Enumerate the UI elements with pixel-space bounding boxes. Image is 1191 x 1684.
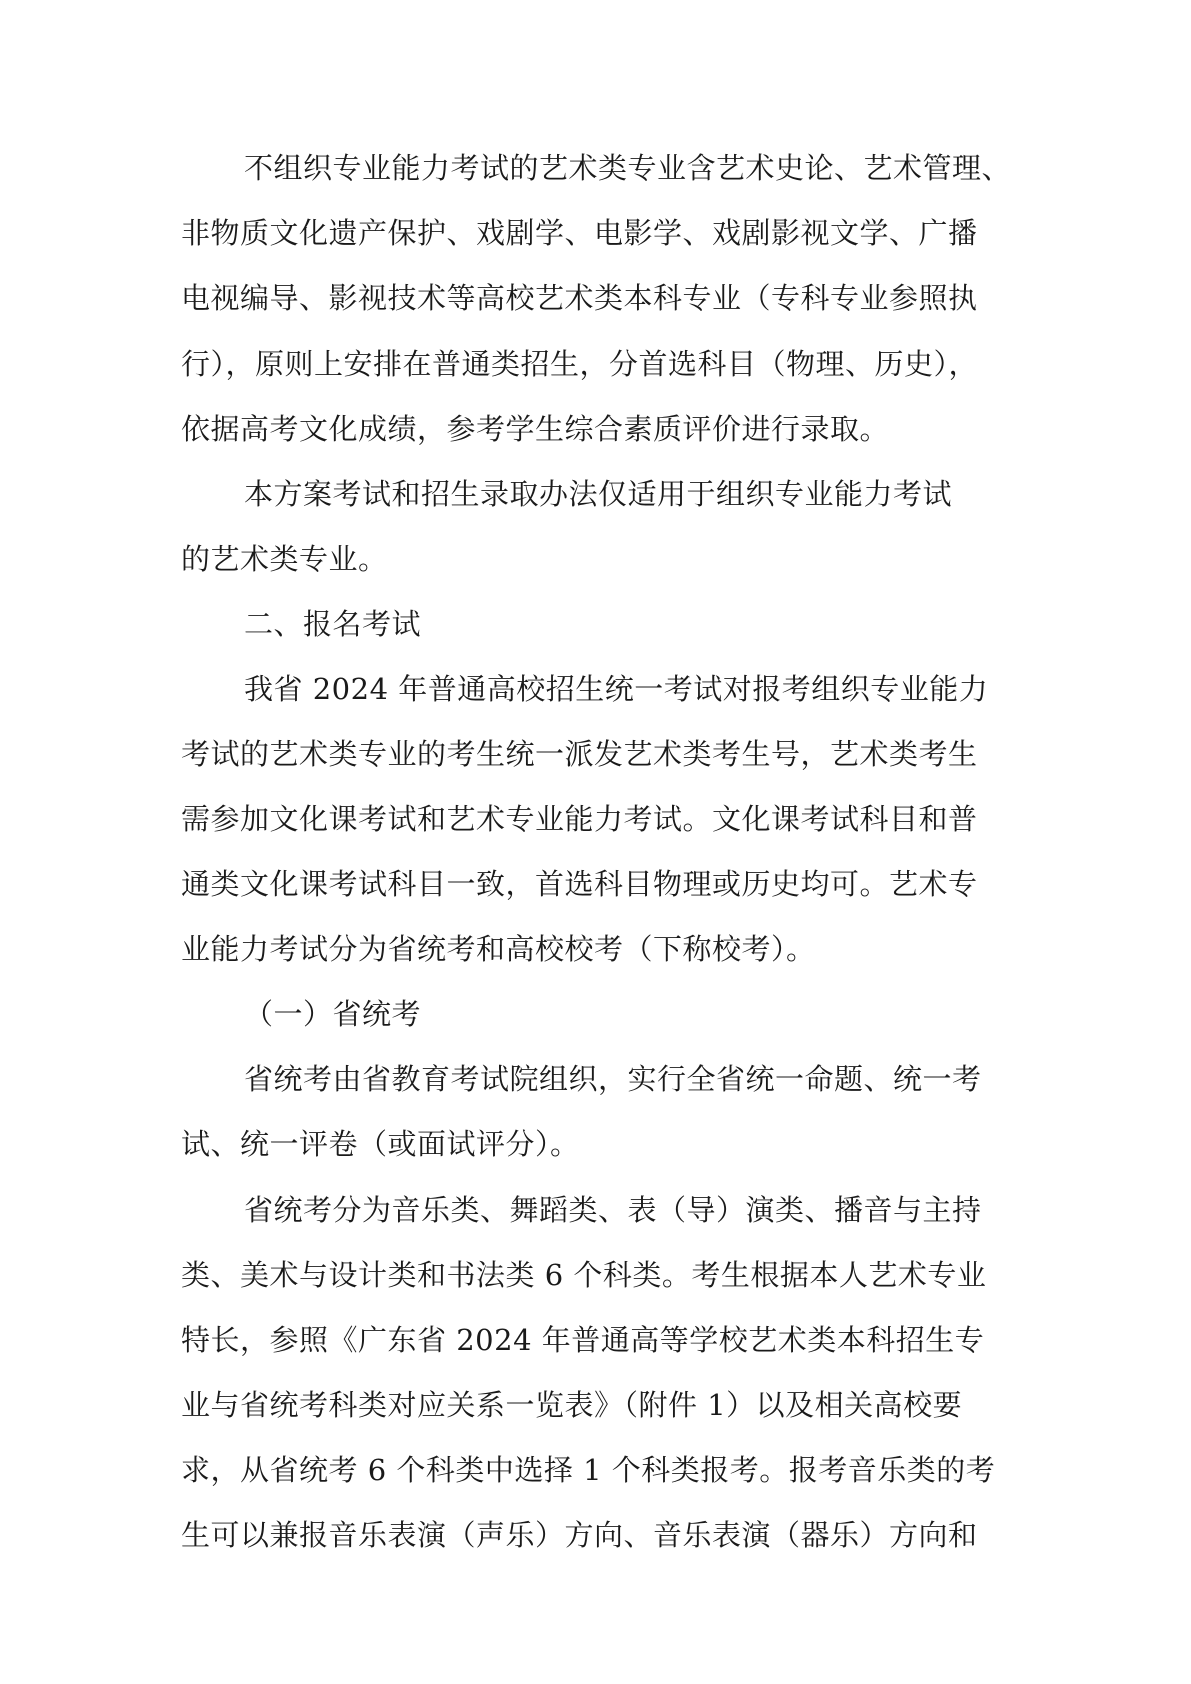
section-heading: 二、报名考试 bbox=[244, 607, 422, 641]
paragraph-line: 我省 2024 年普通高校招生统一考试对报考组织专业能力 bbox=[244, 672, 989, 706]
paragraph-line: 求，从省统考 6 个科类中选择 1 个科类报考。报考音乐类的考 bbox=[181, 1453, 996, 1487]
paragraph-line: 业能力考试分为省统考和高校校考（下称校考）。 bbox=[181, 932, 816, 966]
paragraph-line: 类、美术与设计类和书法类 6 个科类。考生根据本人艺术专业 bbox=[181, 1258, 987, 1292]
subsection-heading: （一）省统考 bbox=[244, 997, 422, 1031]
paragraph-line: 省统考由省教育考试院组织，实行全省统一命题、统一考 bbox=[244, 1062, 982, 1096]
paragraph-line: 需参加文化课考试和艺术专业能力考试。文化课考试科目和普 bbox=[181, 802, 978, 836]
paragraph-line: 生可以兼报音乐表演（声乐）方向、音乐表演（器乐）方向和 bbox=[181, 1518, 978, 1552]
paragraph-line: 非物质文化遗产保护、戏剧学、电影学、戏剧影视文学、广播 bbox=[181, 216, 978, 250]
paragraph-line: 省统考分为音乐类、舞蹈类、表（导）演类、播音与主持 bbox=[244, 1193, 982, 1227]
paragraph-line: 特长，参照《广东省 2024 年普通高等学校艺术类本科招生专 bbox=[181, 1323, 985, 1357]
paragraph-line: 依据高考文化成绩，参考学生综合素质评价进行录取。 bbox=[181, 412, 890, 446]
paragraph-line: 不组织专业能力考试的艺术类专业含艺术史论、艺术管理、 bbox=[244, 151, 1012, 185]
paragraph-line: 通类文化课考试科目一致，首选科目物理或历史均可。艺术专 bbox=[181, 867, 978, 901]
paragraph-line: 本方案考试和招生录取办法仅适用于组织专业能力考试 bbox=[244, 477, 953, 511]
paragraph-line: 考试的艺术类专业的考生统一派发艺术类考生号，艺术类考生 bbox=[181, 737, 978, 771]
paragraph-line: 电视编导、影视技术等高校艺术类本科专业（专科专业参照执 bbox=[181, 281, 978, 315]
paragraph-line: 行），原则上安排在普通类招生，分首选科目（物理、历史）， bbox=[181, 347, 979, 381]
paragraph-line: 的艺术类专业。 bbox=[181, 542, 388, 576]
paragraph-line: 试、统一评卷（或面试评分）。 bbox=[181, 1127, 580, 1161]
paragraph-line: 业与省统考科类对应关系一览表》（附件 1）以及相关高校要 bbox=[181, 1388, 963, 1422]
